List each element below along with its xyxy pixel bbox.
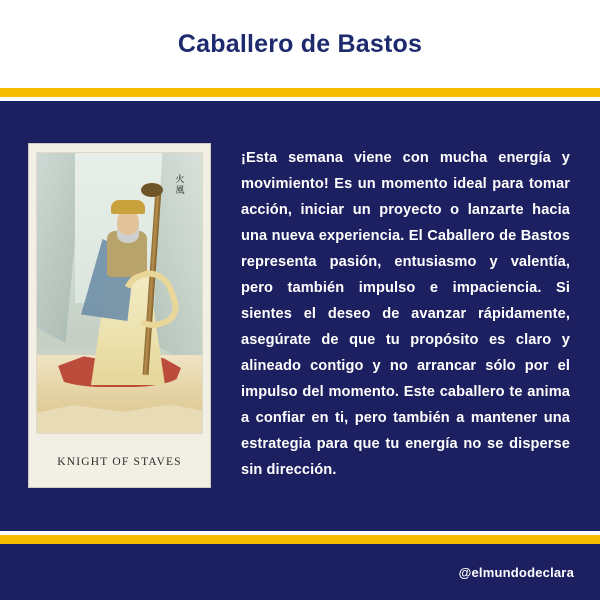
- staff-top-shape: [141, 183, 163, 197]
- header: [0, 0, 600, 88]
- account-handle: @elmundodeclara: [458, 564, 574, 580]
- knight-hat-shape: [111, 200, 145, 214]
- weekly-reading-text: ¡Esta semana viene con mucha energía y movimiento! Es un momento ideal para tomar acción, iniciar un proyecto o lanzarte hacia una nueva experiencia. El Caballero de Bastos representa pasión, entusiasmo y valentía, pero también impulso e impaciencia. Si sientes el deseo de avanzar rápidamente, asegúrate de que tu propósito es claro y alineado contigo y no arrancar sólo por el impulso del momento. Este caballero te anima a confiar en ti, pero también a mantener una estrategia para que tu energía no se disperse sin dirección.: [241, 150, 570, 478]
- gold-divider-bottom: [0, 535, 600, 544]
- reading-text-column: [211, 143, 574, 483]
- content-area: [0, 101, 600, 531]
- page-title: Caballero de Bastos: [177, 29, 423, 58]
- tarot-card-artwork: [36, 152, 203, 434]
- card-corner-marks-icon: 火 風: [175, 175, 185, 196]
- tarot-card-image: [28, 143, 211, 488]
- gold-divider-top: [0, 88, 600, 97]
- footer: [0, 544, 600, 600]
- tarot-card-name: KNIGHT OF STAVES: [57, 456, 182, 468]
